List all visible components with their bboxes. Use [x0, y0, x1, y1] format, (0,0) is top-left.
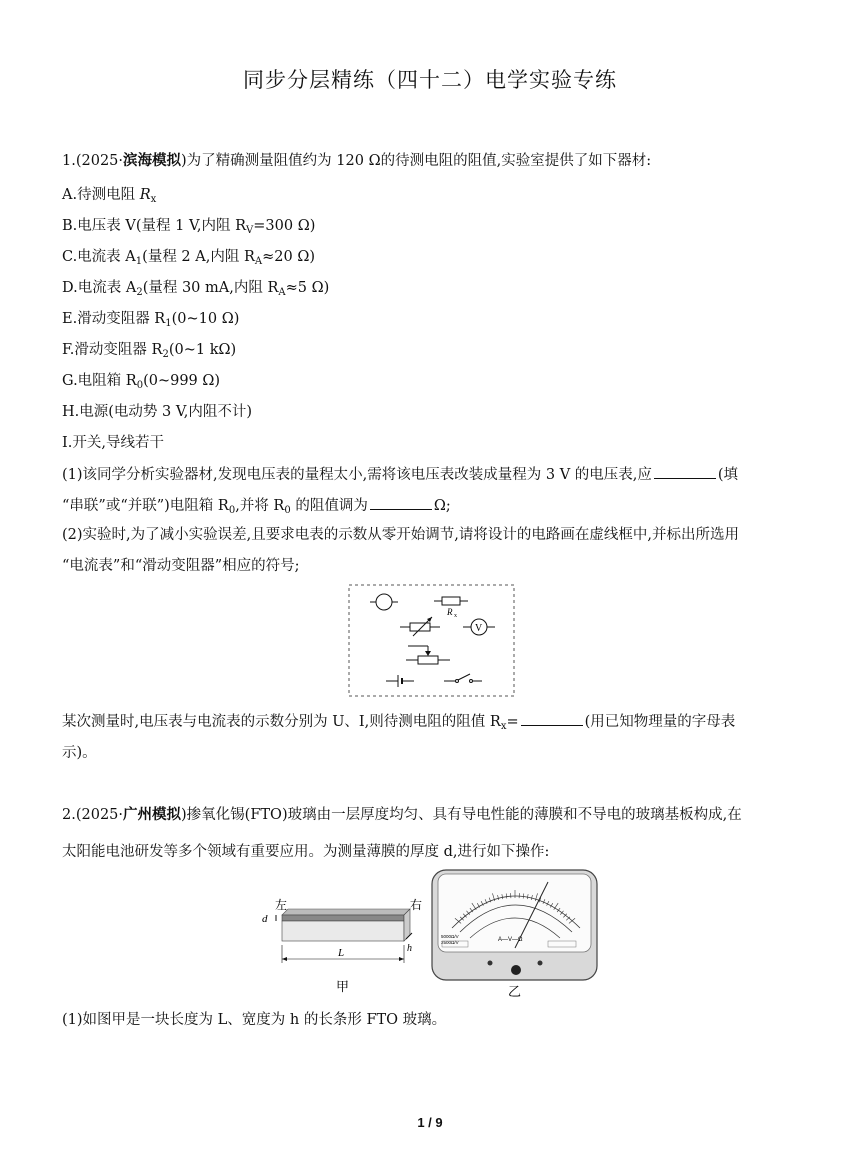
multimeter-figure	[430, 868, 600, 1004]
resistor-rx-symbol	[434, 597, 468, 619]
answer-blank[interactable]	[654, 464, 716, 479]
svg-text:L: L	[338, 947, 345, 959]
q1-part1-line2: “串联”或“并联”)电阻箱 $R_0$,并将 $R_0$ 的阻值调为 Ω;	[62, 494, 451, 516]
page-number: 1 / 9	[417, 1115, 443, 1130]
svg-text:x: x	[454, 613, 457, 619]
q1-source: 滨海模拟	[123, 153, 182, 169]
svg-text:R: R	[447, 607, 453, 617]
q1-part3-line2: 示)。	[62, 745, 97, 761]
q1-item-f: F.滑动变阻器 $R_2(0\sim 1$ kΩ)	[62, 342, 237, 360]
answer-blank[interactable]	[521, 711, 583, 726]
q1-item-h: H.电源(电动势 3 V,内阻不计)	[62, 404, 253, 420]
q2-part1: (1)如图甲是一块长度为 L、宽度为 h 的长条形 FTO 玻璃。	[62, 1012, 447, 1028]
switch-symbol	[444, 674, 482, 683]
battery-symbol	[386, 675, 414, 687]
q1-item-g: G.电阻箱 $R_0(0\sim 999$ Ω)	[62, 373, 221, 391]
page-title: 同步分层精练（四十二）电学实验专练	[243, 68, 617, 92]
q2-intro-line2: 太阳能电池研发等多个领域有重要应用。为测量薄膜的厚度 d,进行如下操作:	[62, 844, 550, 860]
q1-item-c: C.电流表 $A_1$(量程 2 A,内阻 $R_A\approx 20$ Ω)	[62, 249, 315, 267]
q1-item-a: A.待测电阻 $R_x$	[62, 187, 157, 205]
voltmeter-symbol	[463, 619, 495, 635]
q2-intro: 2.(2025·广州模拟)掺氧化锡(FTO)玻璃由一层厚度均匀、具有导电性能的薄膜和不导电的玻璃基板构成,在	[62, 807, 742, 823]
q1-item-b: B.电压表 V(量程 1 V,内阻 $R_V=300$ Ω)	[62, 218, 316, 236]
q1-part2-line2: “电流表”和“滑动变阻器”相应的符号;	[62, 558, 300, 574]
q1-item-d: D.电流表 $A_2$(量程 30 mA,内阻 $R_A\approx 5$ Ω)	[62, 280, 330, 298]
resistance-box-symbol	[400, 617, 440, 636]
svg-text:d: d	[262, 913, 268, 925]
svg-text:右: 右	[410, 898, 423, 912]
svg-text:左: 左	[275, 898, 288, 912]
caption-jia: 甲	[336, 979, 350, 994]
q1-item-i: I.开关,导线若干	[62, 435, 164, 451]
q2-source: 广州模拟	[123, 807, 182, 823]
svg-text:2500Ω/V: 2500Ω/V	[441, 940, 459, 945]
fto-glass-figure	[258, 893, 423, 1002]
rheostat-symbol	[406, 646, 450, 664]
answer-blank[interactable]	[370, 495, 432, 510]
meter-symbol	[370, 594, 398, 610]
caption-yi: 乙	[508, 984, 522, 999]
q1-part2-line1: (2)实验时,为了减小实验误差,且要求电表的示数从零开始调节,请将设计的电路画在虚线框中,并标出所选用	[62, 527, 739, 543]
svg-text:A—V—Ω: A—V—Ω	[498, 937, 523, 943]
svg-text:V: V	[475, 623, 483, 634]
q1-item-e: E.滑动变阻器 $R_1(0\sim 10$ Ω)	[62, 311, 240, 329]
svg-text:5000Ω/V: 5000Ω/V	[441, 934, 459, 939]
svg-text:h: h	[407, 943, 412, 954]
circuit-components-figure	[348, 584, 516, 702]
q1-part1-line1: (1)该同学分析实验器材,发现电压表的量程太小,需将该电压表改装成量程为 3 V 的电压表,应 (填	[62, 463, 738, 484]
q1-intro: 1.(2025·滨海模拟)为了精确测量阻值约为 120 Ω的待测电阻的阻值,实验室提供了如下器材:	[62, 153, 652, 169]
q1-part3-line1: 某次测量时,电压表与电流表的示数分别为 U、I,则待测电阻的阻值 $R_x=$ (用已知物理量的字母表	[62, 710, 735, 732]
